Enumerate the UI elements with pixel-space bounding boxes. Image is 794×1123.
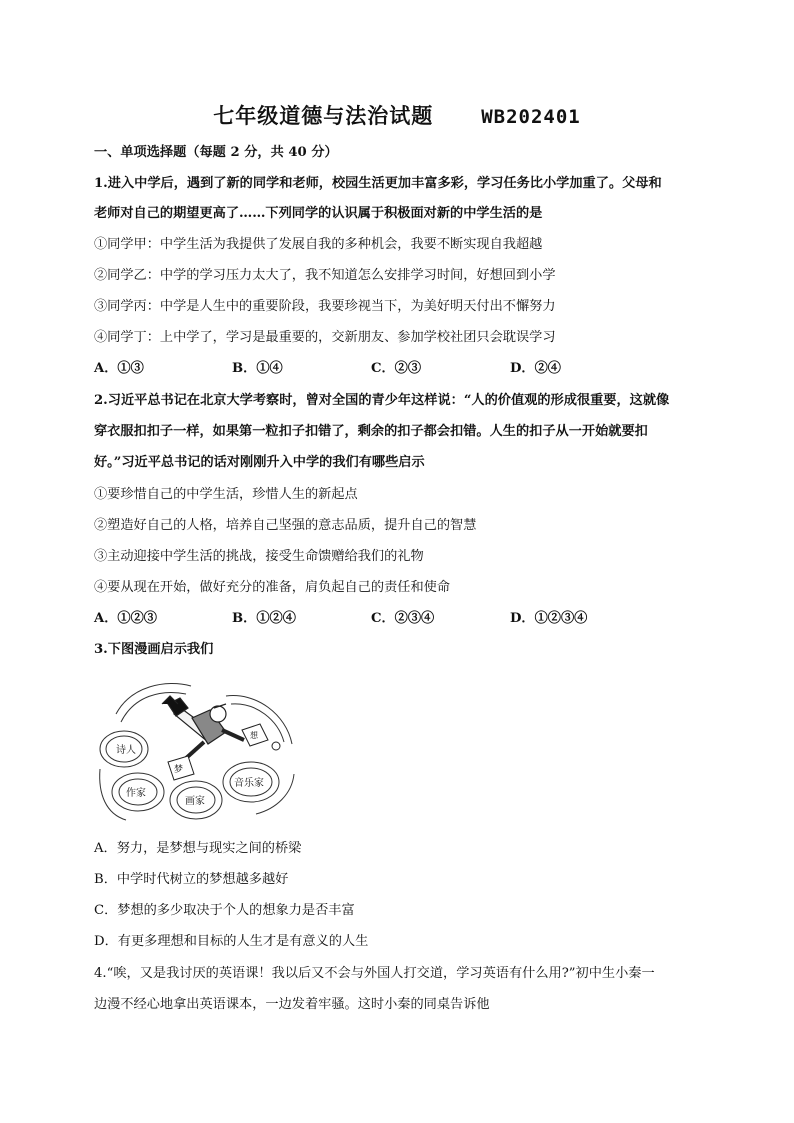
- q3-stem: 3.下图漫画启示我们: [94, 642, 214, 657]
- label-painter: 画家: [185, 796, 205, 807]
- q2-item-1: ①要珍惜自己的中学生活，珍惜人生的新起点: [94, 487, 358, 502]
- q2-option-a: A．①②③: [94, 611, 157, 626]
- q1-option-a: A．①③: [94, 361, 144, 376]
- q4-stem-line1: 4.“唉，又是我讨厌的英语课！我以后又不会与外国人打交道，学习英语有什么用?”初中生小秦一: [94, 966, 655, 981]
- label-dream: 梦: [174, 765, 184, 775]
- q1-stem-line2: 老师对自己的期望更高了……下列同学的认识属于积极面对新的中学生活的是: [94, 206, 543, 221]
- q2-stem-line3: 好。”习近平总书记的话对刚刚升入中学的我们有哪些启示: [94, 455, 425, 470]
- label-writer: 作家: [126, 788, 146, 799]
- q1-option-d: D．②④: [510, 361, 561, 376]
- q2-stem-line2: 穿衣服扣扣子一样，如果第一粒扣子扣错了，剩余的扣子都会扣错。人生的扣子从一开始就要扣: [94, 424, 648, 439]
- section-heading: 一、单项选择题（每题 2 分，共 40 分）: [94, 145, 338, 160]
- q2-option-b: B．①②④: [232, 611, 296, 626]
- q4-stem-line2: 边漫不经心地拿出英语课本，一边发着牢骚。这时小秦的同桌告诉他: [94, 997, 490, 1012]
- q1-item-3: ③同学丙：中学是人生中的重要阶段，我要珍视当下，为美好明天付出不懈努力: [94, 299, 556, 314]
- q2-item-2: ②塑造好自己的人格，培养自己坚强的意志品质，提升自己的智慧: [94, 518, 477, 533]
- q2-option-c: C．②③④: [371, 611, 435, 626]
- q3-option-c: C．梦想的多少取决于个人的想象力是否丰富: [94, 903, 355, 918]
- exam-code: WB202401: [481, 106, 581, 128]
- q2-item-4: ④要从现在开始，做好充分的准备，肩负起自己的责任和使命: [94, 580, 451, 595]
- q3-option-b: B．中学时代树立的梦想越多越好: [94, 872, 289, 887]
- label-think: 想: [250, 731, 258, 740]
- q1-item-1: ①同学甲：中学生活为我提供了发展自我的多种机会，我要不断实现自我超越: [94, 237, 543, 252]
- q3-option-a: A．努力，是梦想与现实之间的桥梁: [94, 841, 302, 856]
- q1-item-4: ④同学丁：上中学了，学习是最重要的，交新朋友、参加学校社团只会耽误学习: [94, 330, 556, 345]
- stretching-figure: [162, 696, 244, 760]
- q2-stem-line1: 2.习近平总书记在北京大学考察时，曾对全国的青少年这样说：“人的价值观的形成很重要，这就像: [94, 393, 670, 408]
- q1-stem-line1: 1.进入中学后，遇到了新的同学和老师，校园生活更加丰富多彩，学习任务比小学加重了。父母和: [94, 176, 662, 191]
- q3-option-d: D．有更多理想和目标的人生才是有意义的人生: [94, 934, 369, 949]
- exam-title: 七年级道德与法治试题: [213, 103, 434, 128]
- q1-option-b: B．①④: [232, 361, 283, 376]
- q2-option-d: D．①②③④: [510, 611, 588, 626]
- page-title: [0, 100, 794, 130]
- q2-item-3: ③主动迎接中学生活的挑战，接受生命馈赠给我们的礼物: [94, 549, 424, 564]
- label-poet: 诗人: [116, 745, 136, 756]
- q1-item-2: ②同学乙：中学的学习压力太大了，我不知道怎么安排学习时间，好想回到小学: [94, 268, 556, 283]
- q1-option-c: C．②③: [371, 361, 422, 376]
- label-musician: 音乐家: [234, 778, 264, 789]
- cartoon-illustration: [96, 674, 298, 822]
